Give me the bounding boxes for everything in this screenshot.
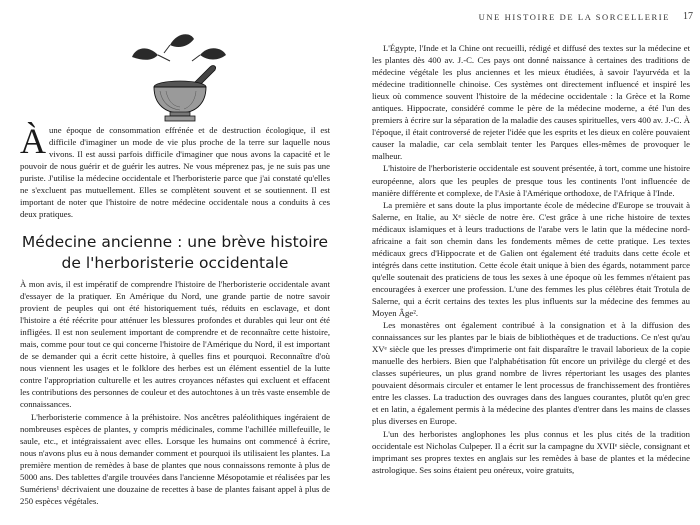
page-number: 17 bbox=[683, 11, 693, 22]
drop-cap: À bbox=[20, 121, 46, 161]
body-paragraph: La première et sans doute la plus importante école de médecine d'Europe se trouvait à Salerne, en Italie, au Xᵉ siècle de notre ère. C'est grâce à une riche histoire de textes médicaux islamiques et à leurs traductions de l'arabe vers le latin que la médecine nord-africaine a fait son chemin dans les fondements mêmes de cette pratique. Les textes médicaux grecs d'Hippocrate et de Galien ont également été traduits dans cette école et intégrés dans cette institution. Cette école était unique à bien des égards, notamment parce qu'elle soutenait des praticiens de tous les sexes à une époque où les femmes n'étaient pas encouragées à exercer une profession. L'une des femmes les plus célèbres était Trotula de Salerne, qui a écrit certains des textes les plus influents sur la médecine des femmes au Moyen Âge². bbox=[372, 199, 690, 319]
mortar-and-pestle-with-leaves-illustration bbox=[130, 25, 240, 125]
body-paragraph: L'histoire de l'herboristerie occidentale est souvent présentée, à tort, comme une histoire européenne, alors que les peuples de presque tous les continents l'ont influencée de manière différente et complexe, de l'Asie à l'Amérique orthodoxe, de l'Afrique à l'Inde. bbox=[372, 163, 690, 198]
right-page bbox=[350, 0, 700, 525]
running-head: UNE HISTOIRE DE LA SORCELLERIE bbox=[478, 12, 670, 22]
section-heading bbox=[20, 232, 330, 274]
left-body-text bbox=[20, 278, 330, 507]
body-paragraph: Les monastères ont également contribué à la consignation et à la diffusion des connaissances sur les plantes par le biais de bibliothèques et de traductions. Ce n'est qu'au XVᵉ siècle que les presses d'imprimerie ont fait disparaître le travail laborieux de la copie manuelle des herbiers. Bien que l'alphabétisation fût encore un privilège du clergé et des classes supérieures, un plus grand nombre de livres répertoriant les usages des plantes pouvaient désormais circuler et entamer le lent processus de franchissement des frontières entre les classes. La traduction des ouvrages dans des langues courantes, plutôt qu'en grec et en latin, a également permis à la médecine des plantes d'entrer dans les mains de classes plus diverses en Europe. bbox=[372, 320, 690, 427]
body-paragraph: L'Égypte, l'Inde et la Chine ont recueilli, rédigé et diffusé des textes sur la médecine et les plantes dès 400 av. J.-C. Ces pays ont donné naissance à certaines des traditions de médecine végétale les plus anciennes et les mieux étudiées, à savoir l'ayurvéda et la médecine traditionnelle chinoise. Ces systèmes ont directement influencé et inspiré les lieux où commence souvent l'histoire de la médecine occidentale : la Grèce et la Rome antiques. Hippocrate, considéré comme le père de la médecine moderne, a été l'un des premiers à écrire sur la séparation de la maladie des causes spirituelles, vers 400 av. J.-C. À l'époque, il était controversé de rejeter l'idée que les esprits et les dieux en colère pouvaient causer la maladie, car cela semblait tenter les Parques elles-mêmes de provoquer le malheur. bbox=[372, 43, 690, 162]
intro-text: une époque de consommation effrénée et de destruction écologique, il est difficile d'imaginer un mode de vie plus proche de la terre sur laquelle nous vivons. Il est aussi parfois difficile d'imaginer que nous avons la capacité et le pouvoir de nous guérir et de guérir les autres. Ne vous méprenez pas, je ne suis pas une puriste. J'utilise la médecine occidentale et l'herboristerie parce que j'ai constaté qu'elles ne s'excluent pas mutuellement. Elles se complètent souvent et se soutiennent. Il est important de noter que l'histoire de notre médecine occidentale nous a conduits à ces deux pratiques. bbox=[20, 125, 330, 220]
section-heading-line-2: de l'herboristerie occidentale bbox=[61, 254, 289, 272]
section-heading-line-1: Médecine ancienne : une brève histoire bbox=[21, 233, 329, 251]
body-paragraph: L'herboristerie commence à la préhistoire. Nos ancêtres paléolithiques ingéraient de nombreuses espèces de plantes, y compris médicinales, comme l'achillée millefeuille, le saule, etc., et intégraissaient avec elles. Lorsque les humains ont commencé à écrire, nous n'avons plus eu à nous demander comment et pourquoi ils utilisaient les plantes. La première mention de remèdes à base de plantes que nous connaissons remonte à plus de 5000 ans. Des tablettes d'argile trouvées dans l'ancienne Mésopotamie et réalisées par les Sumériens¹ décrivaient une douzaine de recettes à base de plantes faisant appel à plus de 250 espèces végétales. bbox=[20, 411, 330, 506]
intro-paragraph bbox=[20, 121, 330, 220]
right-body-text bbox=[372, 42, 690, 476]
body-paragraph: À mon avis, il est impératif de comprendre l'histoire de l'herboristerie occidentale avant d'essayer de la pratiquer. En Amérique du Nord, une grande partie de notre savoir provient de peuples qui ont été historiquement tués, réduits en esclavage, et dont l'histoire a été réécrite pour atténuer les blessures profondes et durables qui leur ont été infligées. Il est non seulement important de comprendre et de reconnaître cette histoire, mais, comme pour tout ce qui concerne l'histoire de l'Amérique du Nord, il est important de se demander qui a écrit cette histoire, à quelles fins et pourquoi. Reconnaître d'où nous viennent les usages et le folklore des herbes est un élément essentiel de la lutte contre l'appropriation culturelle et les autres croyances néfastes qui excluent et effacent les contributions des personnes de couleur et des autochtones à un très vaste ensemble de connaissances. bbox=[20, 279, 330, 410]
body-paragraph: L'un des herboristes anglophones les plus connus et les plus cités de la tradition occidentale est Nicholas Culpeper. Il a écrit sur la campagne du XVIIᵉ siècle, consignant et imprimant ses propres textes en anglais sur les remèdes à base de plantes et la médecine astrologique. Ses soins étaient peu onéreux, voire gratuits, bbox=[372, 428, 690, 475]
